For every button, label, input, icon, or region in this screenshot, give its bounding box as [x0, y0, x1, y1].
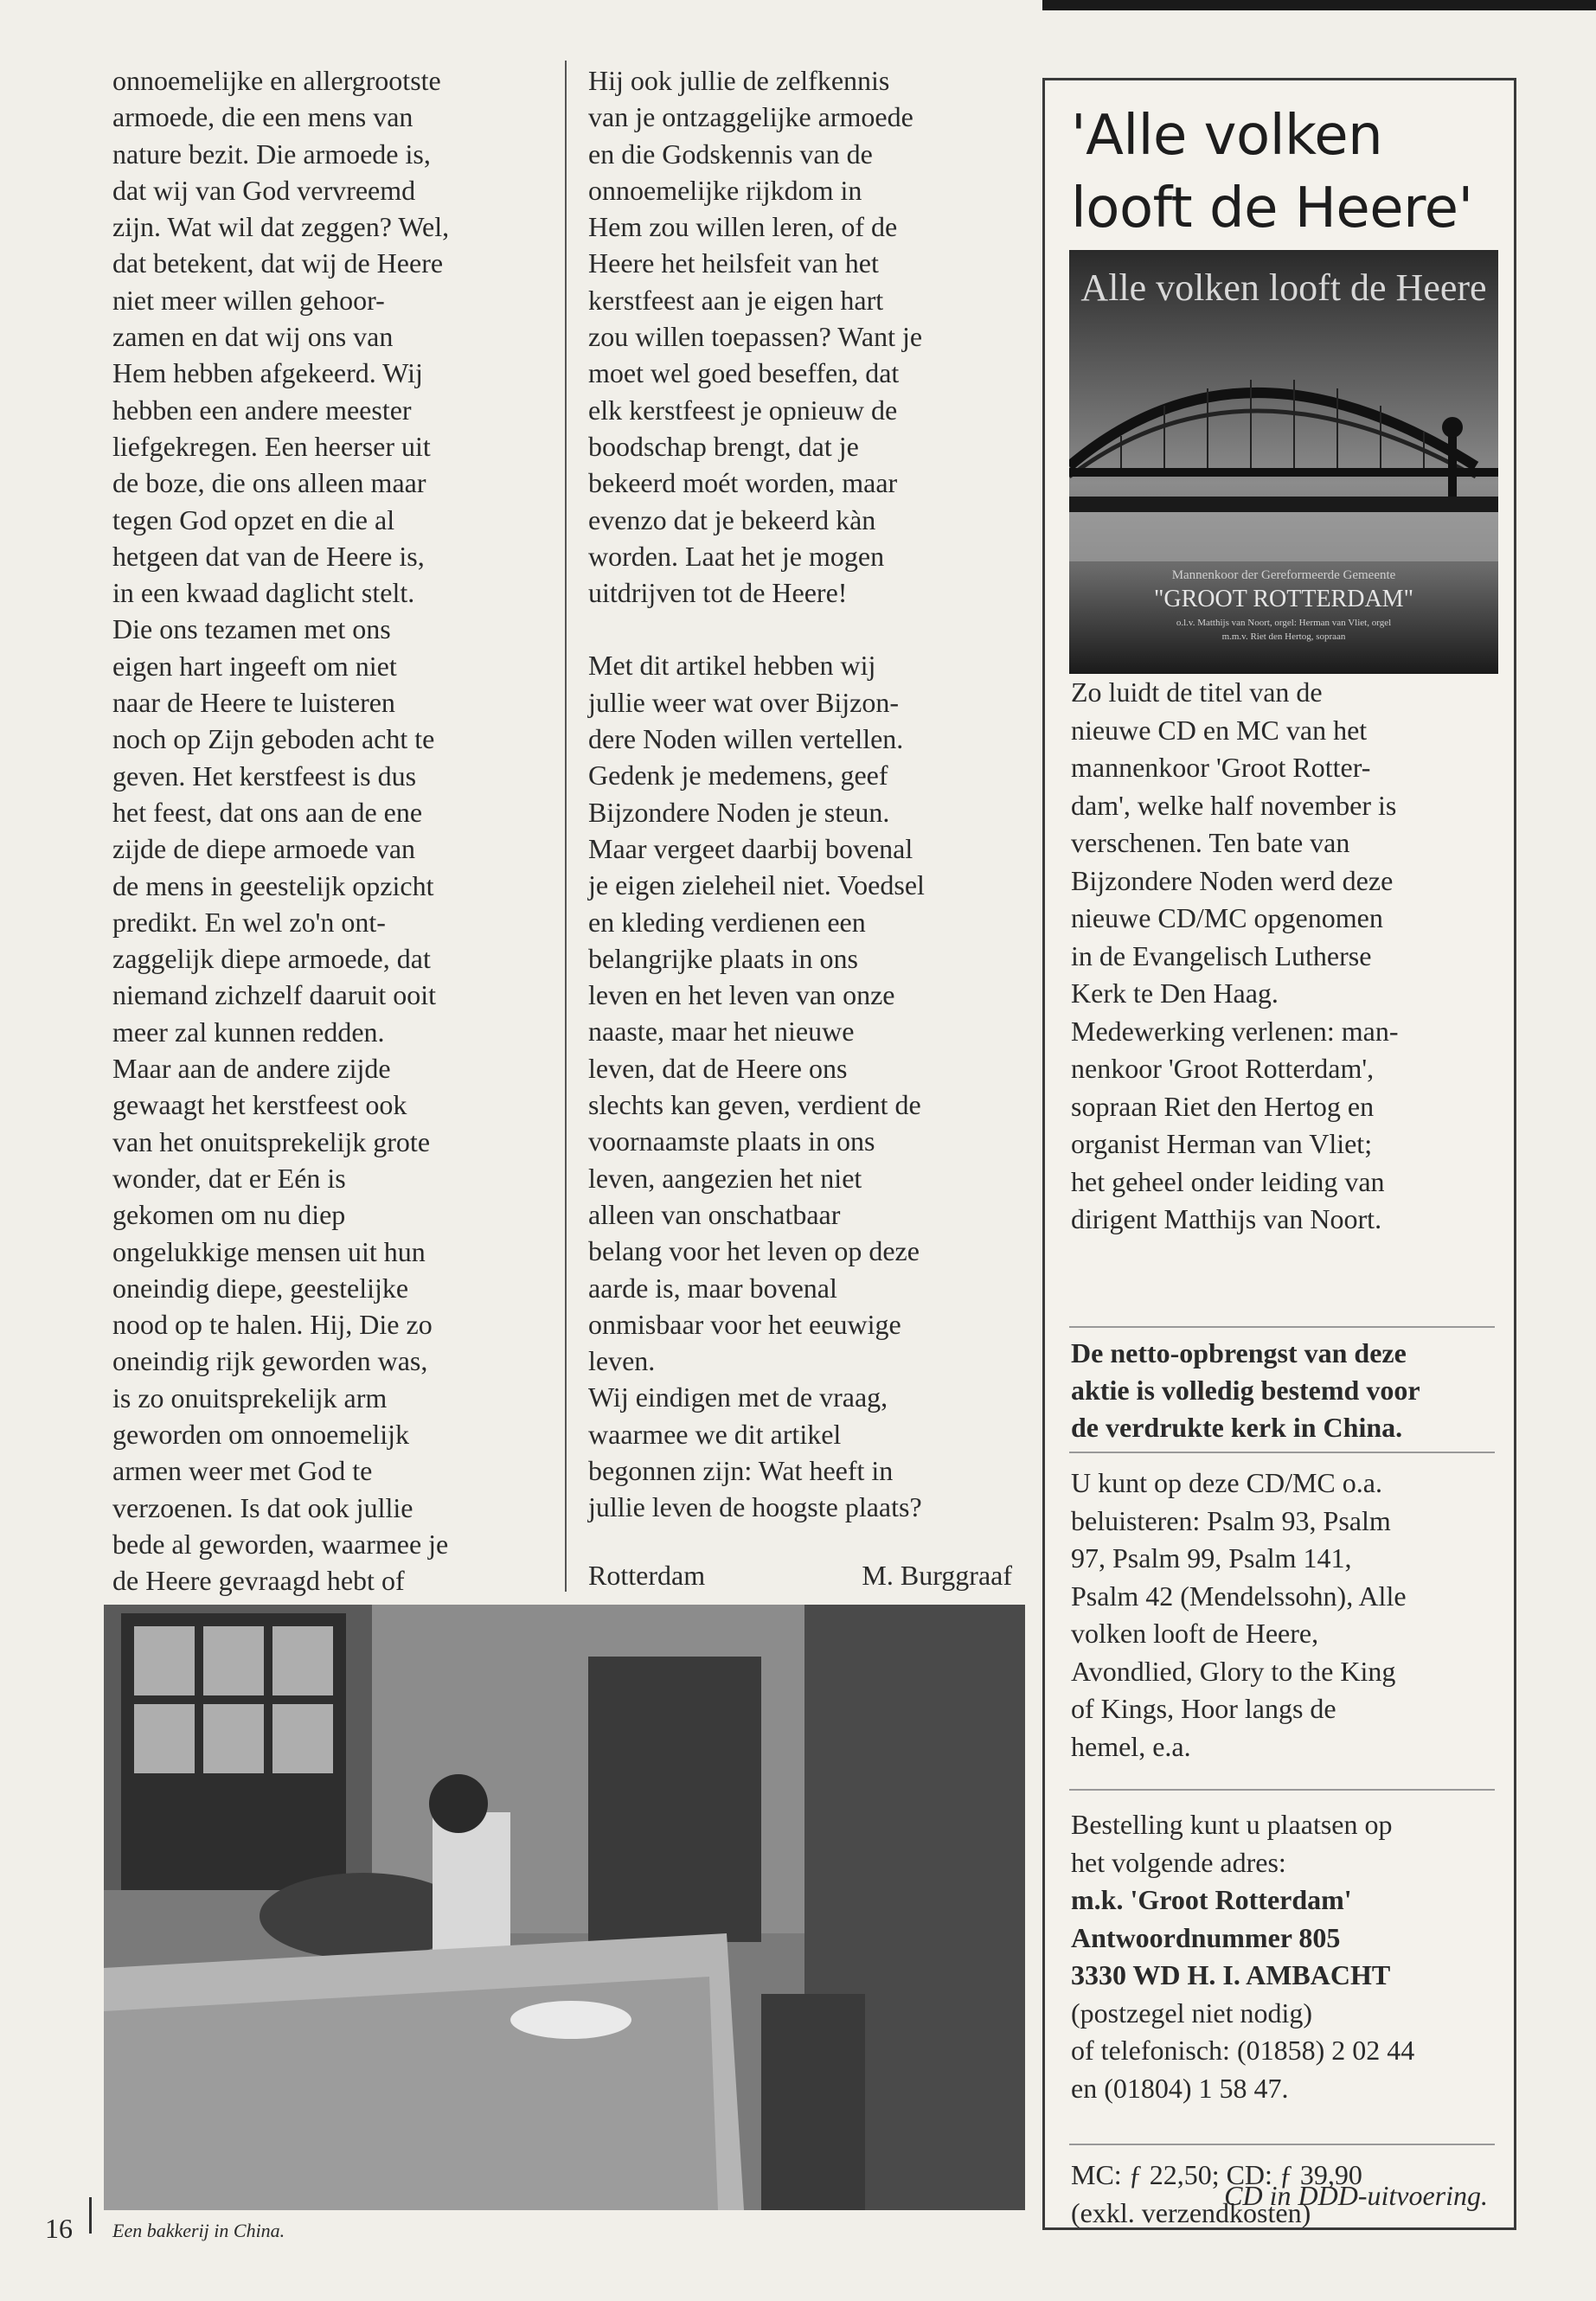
postage-note: (postzegel niet nodig)	[1071, 1997, 1313, 2029]
text-line: liefgekregen. Een heerser uit	[112, 430, 431, 462]
text-line: Heere het heilsfeit van het	[588, 247, 879, 279]
advert-title	[1071, 99, 1503, 245]
text-line: Bestelling kunt u plaatsen op	[1071, 1809, 1393, 1840]
text-line: het volgende adres:	[1071, 1846, 1286, 1878]
text-line: eigen hart ingeeft om niet	[112, 650, 397, 682]
top-bar	[1042, 0, 1596, 10]
order-address	[1071, 1881, 1508, 1995]
text-line: dam', welke half november is	[1071, 789, 1397, 821]
text-line: naaste, maar het nieuwe	[588, 1016, 855, 1048]
text-line: nieuwe CD/MC opgenomen	[1071, 902, 1383, 933]
text-line: Kerk te Den Haag.	[1071, 977, 1279, 1009]
text-line: en kleding verdienen een	[588, 906, 866, 938]
text-line: Gedenk je medemens, geef	[588, 760, 888, 792]
page-number-rule	[89, 2197, 92, 2234]
text-line: moet wel goed beseffen, dat	[588, 357, 900, 389]
advert-rule	[1069, 1326, 1495, 1328]
text-line: oneindig diepe, geestelijke	[112, 1272, 409, 1304]
advert-rule	[1069, 1452, 1495, 1453]
text-line: worden. Laat het je mogen	[588, 540, 885, 572]
text-line: uitdrijven tot de Heere!	[588, 577, 848, 609]
text-line: niemand zichzelf daaruit ooit	[112, 979, 437, 1011]
text-line: begonnen zijn: Wat heeft in	[588, 1454, 894, 1486]
text-line: jullie leven de hoogste plaats?	[588, 1491, 922, 1523]
cover-heading: Alle volken looft de Heere	[1080, 266, 1487, 309]
text-line: de mens in geestelijk opzicht	[112, 869, 434, 901]
signature-city: Rotterdam	[588, 1560, 706, 1591]
text-line: zou willen toepassen? Want je	[588, 321, 923, 353]
advert-proceeds-note	[1071, 1335, 1508, 1446]
address-line: Antwoordnummer 805	[1071, 1921, 1341, 1953]
text-line: meer zal kunnen redden.	[112, 1016, 385, 1048]
text-line: Met dit artikel hebben wij	[588, 650, 876, 682]
text-line: bekeerd moét worden, maar	[588, 467, 898, 499]
text-line: mannenkoor 'Groot Rotter-	[1071, 752, 1371, 783]
column-divider	[565, 61, 567, 1592]
photo-caption: Een bakkerij in China.	[112, 2220, 285, 2241]
advert-title-line-1: 'Alle volken	[1071, 104, 1383, 168]
order-phone	[1071, 2032, 1508, 2107]
text-line: leven.	[588, 1345, 656, 1377]
text-line: Hem hebben afgekeerd. Wij	[112, 357, 423, 389]
article-paragraph-2	[588, 647, 1012, 1525]
text-line: U kunt op deze CD/MC o.a.	[1071, 1467, 1382, 1498]
text-line: hemel, e.a.	[1071, 1730, 1191, 1762]
text-line: slechts kan geven, verdient de	[588, 1089, 921, 1121]
text-line: de verdrukte kerk in China.	[1071, 1412, 1403, 1443]
text-line: is zo onuitsprekelijk arm	[112, 1381, 388, 1413]
text-line: voornaamste plaats in ons	[588, 1125, 875, 1157]
text-line: hebben een andere meester	[112, 394, 412, 426]
text-line: bede al geworden, waarmee je	[112, 1528, 449, 1560]
text-line: de Heere gevraagd hebt of	[112, 1565, 405, 1597]
text-line: leven, aangezien het niet	[588, 1162, 862, 1194]
text-line: de boze, die ons alleen maar	[112, 467, 426, 499]
text-line: armen weer met God te	[112, 1455, 373, 1487]
text-line: het feest, dat ons aan de ene	[112, 796, 423, 828]
text-line: zijde de diepe armoede van	[112, 833, 416, 865]
text-line: het geheel onder leiding van	[1071, 1165, 1385, 1197]
text-line: Hem zou willen leren, of de	[588, 211, 898, 243]
advert-order-info	[1071, 1806, 1508, 2107]
text-line: tegen God opzet en die al	[112, 503, 395, 535]
text-line: belangrijke plaats in ons	[588, 942, 858, 974]
text-line: dirigent Matthijs van Noort.	[1071, 1203, 1382, 1234]
text-line: oneindig rijk geworden was,	[112, 1345, 428, 1377]
advert-tracklist	[1071, 1465, 1508, 1766]
text-line: aarde is, maar bovenal	[588, 1272, 837, 1304]
page-number: 16	[45, 2213, 73, 2244]
price-line: (exkl. verzendkosten)	[1071, 2196, 1311, 2228]
text-line: verzoenen. Is dat ook jullie	[112, 1491, 413, 1523]
text-line: en (01804) 1 58 47.	[1071, 2072, 1289, 2104]
text-line: Medewerking verlenen: man-	[1071, 1015, 1399, 1047]
text-line: Maar aan de andere zijde	[112, 1053, 391, 1085]
text-line: dat betekent, dat wij de Heere	[112, 247, 444, 279]
text-line: geven. Het kerstfeest is dus	[112, 760, 417, 792]
text-line: dere Noden willen vertellen.	[588, 723, 904, 755]
advert-rule	[1069, 1789, 1495, 1791]
text-line: nood op te halen. Hij, Die zo	[112, 1309, 433, 1341]
advert-title-line-2: looft de Heere'	[1071, 176, 1473, 240]
text-line: beluisteren: Psalm 93, Psalm	[1071, 1504, 1391, 1536]
text-line: geworden om onnoemelijk	[112, 1418, 410, 1450]
text-line: noch op Zijn geboden acht te	[112, 723, 435, 755]
text-line: in een kwaad daglicht stelt.	[112, 577, 415, 609]
advert-rule	[1069, 2144, 1495, 2145]
text-line: 97, Psalm 99, Psalm 141,	[1071, 1542, 1352, 1574]
cd-cover-image	[1069, 250, 1498, 674]
text-line: Bijzondere Noden werd deze	[1071, 864, 1394, 896]
text-line: waarmee we dit artikel	[588, 1418, 842, 1450]
price-line: MC: ƒ 22,50; CD: ƒ 39,90	[1071, 2159, 1362, 2190]
cover-credits-1: o.l.v. Matthijs van Noort, orgel: Herman van Vliet, orgel	[1176, 618, 1392, 628]
text-line: nature bezit. Die armoede is,	[112, 138, 431, 170]
text-line: nieuwe CD en MC van het	[1071, 714, 1368, 746]
address-line: 3330 WD H. I. AMBACHT	[1071, 1959, 1391, 1990]
cd-advert-box	[1042, 78, 1516, 2230]
text-line: predikt. En wel zo'n ont-	[112, 906, 386, 938]
text-line: onnoemelijke en allergrootste	[112, 65, 441, 96]
text-line: Hij ook jullie de zelfkennis	[588, 65, 890, 96]
text-line: hetgeen dat van de Heere is,	[112, 540, 425, 572]
advert-footnote: CD in DDD-uitvoering.	[1224, 2180, 1488, 2211]
text-line: volken looft de Heere,	[1071, 1618, 1319, 1649]
text-line: in de Evangelisch Lutherse	[1071, 939, 1372, 971]
text-line: je eigen zieleheil niet. Voedsel	[588, 869, 925, 901]
text-line: van het onuitsprekelijk grote	[112, 1125, 431, 1157]
cover-choir: "GROOT ROTTERDAM"	[1153, 586, 1414, 612]
text-line: van je ontzaggelijke armoede	[588, 101, 913, 133]
text-line: gewaagt het kerstfeest ook	[112, 1089, 407, 1121]
text-line: of telefonisch: (01858) 2 02 44	[1071, 2035, 1415, 2066]
text-line: zamen en dat wij ons van	[112, 321, 394, 353]
text-line: naar de Heere te luisteren	[112, 687, 395, 719]
bakery-photo	[104, 1605, 1025, 2210]
article-column-2	[588, 62, 1012, 1526]
text-line: Bijzondere Noden je steun.	[588, 796, 890, 828]
article-paragraph-1	[588, 62, 1012, 611]
text-line: sopraan Riet den Hertog en	[1071, 1090, 1375, 1122]
text-line: onmisbaar voor het eeuwige	[588, 1308, 901, 1340]
text-line: wonder, dat er Eén is	[112, 1162, 346, 1194]
cover-subtitle: Mannenkoor der Gereformeerde Gemeente	[1171, 568, 1396, 582]
cover-credits-2: m.m.v. Riet den Hertog, sopraan	[1221, 631, 1346, 642]
article-column-1	[112, 62, 545, 1599]
text-line: ongelukkige mensen uit hun	[112, 1235, 426, 1267]
text-line: boodschap brengt, dat je	[588, 430, 859, 462]
text-line: zaggelijk diepe armoede, dat	[112, 943, 431, 975]
text-line: gekomen om nu diep	[112, 1199, 346, 1231]
text-line: evenzo dat je bekeerd kàn	[588, 503, 876, 535]
text-line: niet meer willen gehoor-	[112, 284, 385, 316]
text-line: Zo luidt de titel van de	[1071, 676, 1323, 708]
signature-author: M. Burggraaf	[862, 1560, 1012, 1591]
text-line: organist Herman van Vliet;	[1071, 1128, 1373, 1159]
text-line: leven en het leven van onze	[588, 979, 895, 1011]
text-line: De netto-opbrengst van deze	[1071, 1337, 1407, 1368]
text-line: en die Godskennis van de	[588, 138, 873, 170]
text-line: belang voor het leven op deze	[588, 1235, 920, 1267]
text-line: verschenen. Ten bate van	[1071, 827, 1350, 858]
text-line: armoede, die een mens van	[112, 101, 413, 133]
text-line: nenkoor 'Groot Rotterdam',	[1071, 1053, 1375, 1084]
address-line: m.k. 'Groot Rotterdam'	[1071, 1884, 1352, 1915]
text-line: alleen van onschatbaar	[588, 1198, 841, 1230]
text-line: elk kerstfeest je opnieuw de	[588, 394, 898, 426]
text-line: Wij eindigen met de vraag,	[588, 1381, 888, 1413]
text-line: aktie is volledig bestemd voor	[1071, 1375, 1420, 1406]
text-line: dat wij van God vervreemd	[112, 174, 416, 206]
text-line: Avondlied, Glory to the King	[1071, 1655, 1396, 1687]
text-line: onnoemelijke rijkdom in	[588, 174, 862, 206]
text-line: Psalm 42 (Mendelssohn), Alle	[1071, 1580, 1407, 1612]
text-line: Die ons tezamen met ons	[112, 613, 391, 645]
text-line: leven, dat de Heere ons	[588, 1052, 848, 1084]
text-line: kerstfeest aan je eigen hart	[588, 284, 884, 316]
text-line: jullie weer wat over Bijzon-	[588, 686, 899, 718]
text-line: zijn. Wat wil dat zeggen? Wel,	[112, 211, 450, 243]
text-line: of Kings, Hoor langs de	[1071, 1693, 1336, 1724]
text-line: Maar vergeet daarbij bovenal	[588, 832, 913, 864]
advert-intro	[1071, 674, 1508, 1239]
